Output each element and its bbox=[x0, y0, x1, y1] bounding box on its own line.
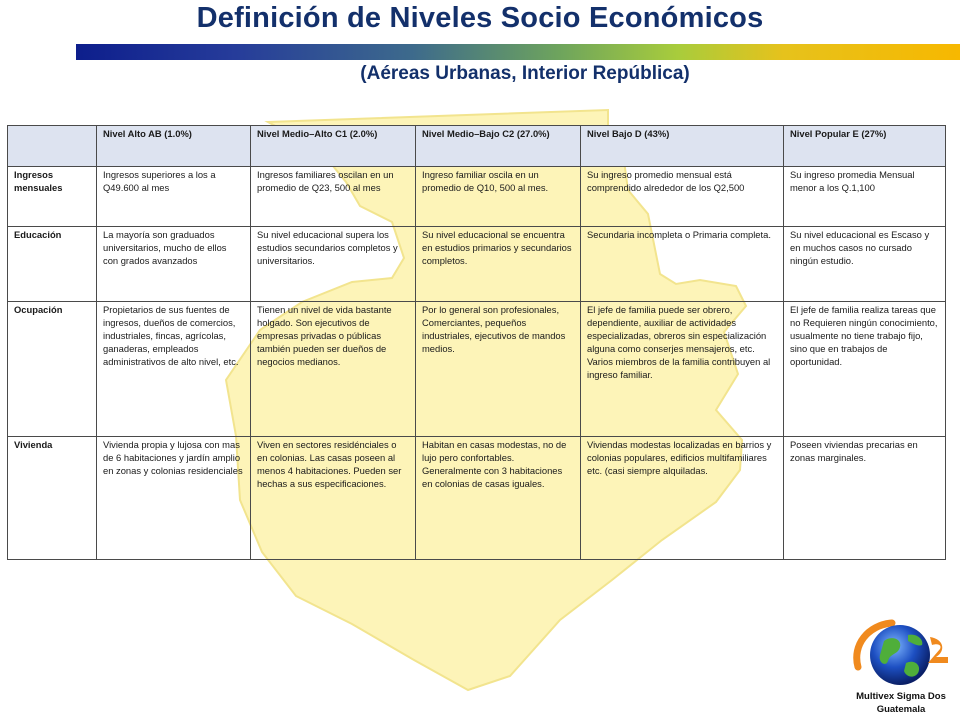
table-cell: Habitan en casas modestas, no de lujo pero confortables. Generalmente con 3 habitaciones en colonias de casas iguales. bbox=[416, 437, 581, 560]
socioeconomic-levels-table bbox=[7, 125, 946, 560]
header-nivel-bajo-d: Nivel Bajo D (43%) bbox=[581, 126, 784, 167]
company-name-line1: Multivex Sigma Dos bbox=[856, 691, 946, 702]
table-cell: Tienen un nivel de vida bastante holgado. Son ejecutivos de empresas privadas o públicas también pueden ser dueños de negocios medianos. bbox=[251, 302, 416, 437]
company-name-line2: Guatemala bbox=[876, 703, 926, 715]
globe-logo-icon bbox=[842, 617, 960, 691]
title-gradient-bar bbox=[76, 44, 960, 60]
table-row bbox=[8, 437, 946, 560]
table-cell: Su ingreso promedia Mensual menor a los Q.1,100 bbox=[784, 167, 946, 227]
table-cell: Su nivel educacional es Escaso y en muchos casos no cursado ningún estudio. bbox=[784, 227, 946, 302]
row-label-ingresos: Ingresos mensuales bbox=[8, 167, 97, 227]
table-cell: El jefe de familia realiza tareas que no Requieren ningún conocimiento, usualmente no tiene trabajo fijo, sino que en trabajos de oportunidad. bbox=[784, 302, 946, 437]
header-nivel-alto-ab: Nivel Alto AB (1.0%) bbox=[97, 126, 251, 167]
table-cell: Ingresos superiores a los a Q49.600 al mes bbox=[97, 167, 251, 227]
page-subtitle: (Aéreas Urbanas, Interior República) bbox=[360, 63, 690, 84]
row-label-vivienda: Vivienda bbox=[8, 437, 97, 560]
row-label-ocupacion: Ocupación bbox=[8, 302, 97, 437]
table-row bbox=[8, 227, 946, 302]
table-cell: La mayoría son graduados universitarios, mucho de ellos con grados avanzados bbox=[97, 227, 251, 302]
table-cell: El jefe de familia puede ser obrero, dependiente, auxiliar de actividades especializadas, obreros sin especialización alguna como conserjes mensajeros, etc. Varios miembros de la familia contribuyen al ingreso familiar. bbox=[581, 302, 784, 437]
table-cell: Vivienda propia y lujosa con mas de 6 habitaciones y jardín amplio en zonas y colonias residenciales bbox=[97, 437, 251, 560]
table-cell: Su ingreso promedio mensual está comprendido alrededor de los Q2,500 bbox=[581, 167, 784, 227]
company-logo bbox=[842, 617, 960, 717]
company-name bbox=[842, 691, 960, 717]
table-row bbox=[8, 302, 946, 437]
header-corner-cell bbox=[8, 126, 97, 167]
page-title: Definición de Niveles Socio Económicos bbox=[196, 2, 764, 34]
header-nivel-popular-e: Nivel Popular E (27%) bbox=[784, 126, 946, 167]
table-header-row bbox=[8, 126, 946, 167]
table-cell: Viven en sectores residénciales o en colonias. Las casas poseen al menos 4 habitaciones. Pueden ser hechas a sus especificaciones. bbox=[251, 437, 416, 560]
table-cell: Su nivel educacional supera los estudios secundarios completos y universitarios. bbox=[251, 227, 416, 302]
header-nivel-medio-alto-c1: Nivel Medio–Alto C1 (2.0%) bbox=[251, 126, 416, 167]
table-cell: Ingreso familiar oscila en un promedio de Q10, 500 al mes. bbox=[416, 167, 581, 227]
table-cell: Propietarios de sus fuentes de ingresos, dueños de comercios, industriales, fincas, agrícolas, ganaderas, empleados administrativos de alto nivel, etc. bbox=[97, 302, 251, 437]
header-nivel-medio-bajo-c2: Nivel Medio–Bajo C2 (27.0%) bbox=[416, 126, 581, 167]
table-cell: Ingresos familiares oscilan en un promedio de Q23, 500 al mes bbox=[251, 167, 416, 227]
table-cell: Poseen viviendas precarias en zonas marginales. bbox=[784, 437, 946, 560]
table-cell: Su nivel educacional se encuentra en estudios primarios y secundarios completos. bbox=[416, 227, 581, 302]
row-label-educacion: Educación bbox=[8, 227, 97, 302]
table-cell: Por lo general son profesionales, Comerciantes, pequeños industriales, ejecutivos de mandos medios. bbox=[416, 302, 581, 437]
table-cell: Viviendas modestas localizadas en barrios y colonias populares, edificios multifamiliares etc. (casi siempre alquiladas. bbox=[581, 437, 784, 560]
table-cell: Secundaria incompleta o Primaria completa. bbox=[581, 227, 784, 302]
table-row bbox=[8, 167, 946, 227]
